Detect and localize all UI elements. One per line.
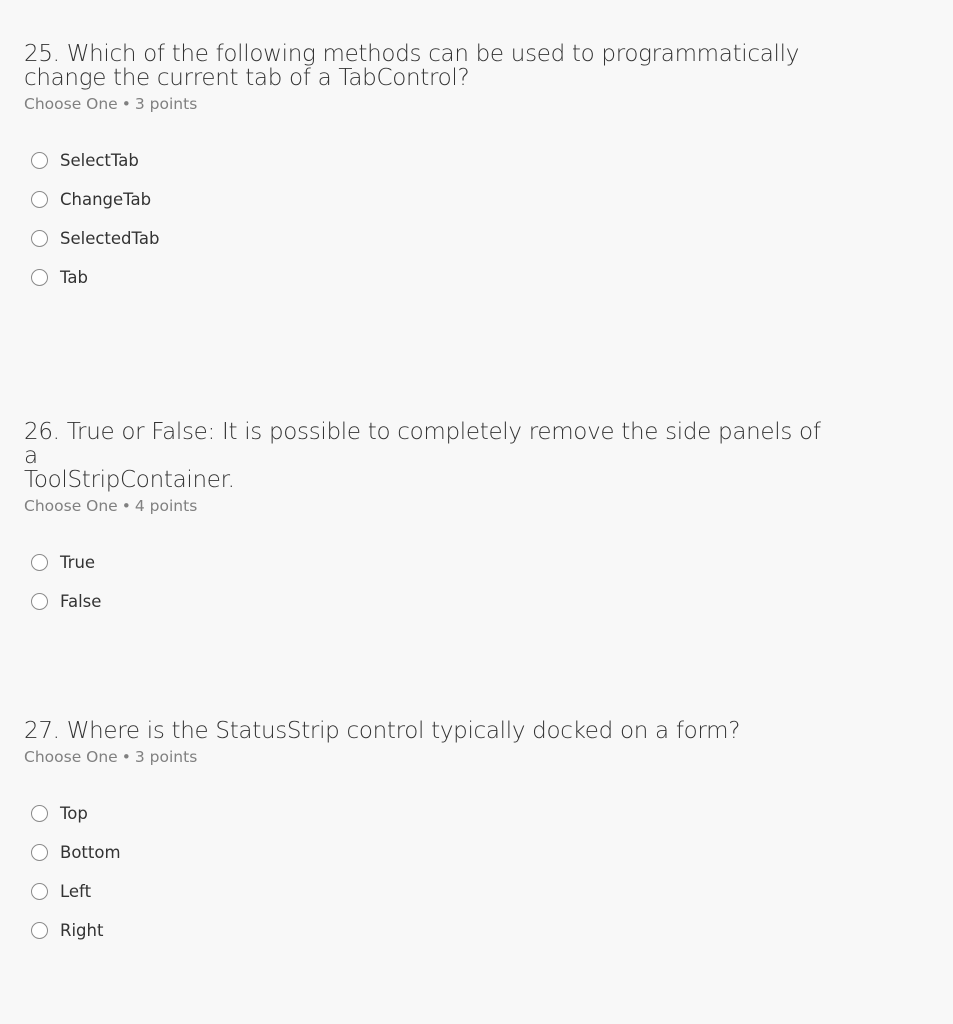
meta-separator: • [121, 95, 131, 113]
question-title-line1: 27. Where is the StatusStrip control typically docked on a form? [24, 718, 741, 744]
meta-separator: • [121, 497, 131, 515]
question-26 [24, 420, 824, 621]
question-type: Choose One [24, 95, 118, 113]
meta-separator: • [121, 748, 131, 766]
question-title-line2: change the current tab of a TabControl? [24, 65, 470, 91]
question-type: Choose One [24, 497, 118, 515]
question-points: 4 points [134, 497, 198, 515]
question-points: 3 points [134, 748, 198, 766]
question-meta [24, 496, 824, 516]
radio-button[interactable] [31, 844, 48, 861]
option-label: SelectTab [60, 150, 139, 170]
option-label: SelectedTab [60, 228, 160, 248]
radio-button[interactable] [31, 883, 48, 900]
option-label: Right [60, 920, 104, 940]
question-meta [24, 747, 824, 767]
option-top[interactable] [31, 794, 824, 833]
question-type: Choose One [24, 748, 118, 766]
radio-button[interactable] [31, 805, 48, 822]
option-true[interactable] [31, 543, 824, 582]
question-title-line1: 26. True or False: It is possible to completely remove the side panels of a [24, 419, 821, 469]
option-label: Bottom [60, 842, 121, 862]
question-points: 3 points [134, 95, 198, 113]
option-bottom[interactable] [31, 833, 824, 872]
radio-button[interactable] [31, 922, 48, 939]
option-left[interactable] [31, 872, 824, 911]
question-25 [24, 42, 824, 297]
radio-button[interactable] [31, 191, 48, 208]
options-list [24, 543, 824, 621]
option-changetab[interactable] [31, 180, 824, 219]
question-title [24, 719, 824, 743]
question-title [24, 42, 824, 90]
question-meta [24, 94, 824, 114]
option-tab[interactable] [31, 258, 824, 297]
option-label: Left [60, 881, 92, 901]
option-selectedtab[interactable] [31, 219, 824, 258]
option-selecttab[interactable] [31, 141, 824, 180]
question-title-line2: ToolStripContainer. [24, 467, 235, 493]
option-label: ChangeTab [60, 189, 152, 209]
option-right[interactable] [31, 911, 824, 950]
option-label: Tab [60, 267, 88, 287]
options-list [24, 794, 824, 950]
option-label: Top [60, 803, 88, 823]
radio-button[interactable] [31, 593, 48, 610]
option-label: False [60, 591, 102, 611]
radio-button[interactable] [31, 269, 48, 286]
radio-button[interactable] [31, 230, 48, 247]
option-false[interactable] [31, 582, 824, 621]
radio-button[interactable] [31, 554, 48, 571]
options-list [24, 141, 824, 297]
radio-button[interactable] [31, 152, 48, 169]
option-label: True [60, 552, 96, 572]
question-title-line1: 25. Which of the following methods can be used to programmatically [24, 41, 800, 67]
question-title [24, 420, 824, 492]
question-27 [24, 719, 824, 950]
